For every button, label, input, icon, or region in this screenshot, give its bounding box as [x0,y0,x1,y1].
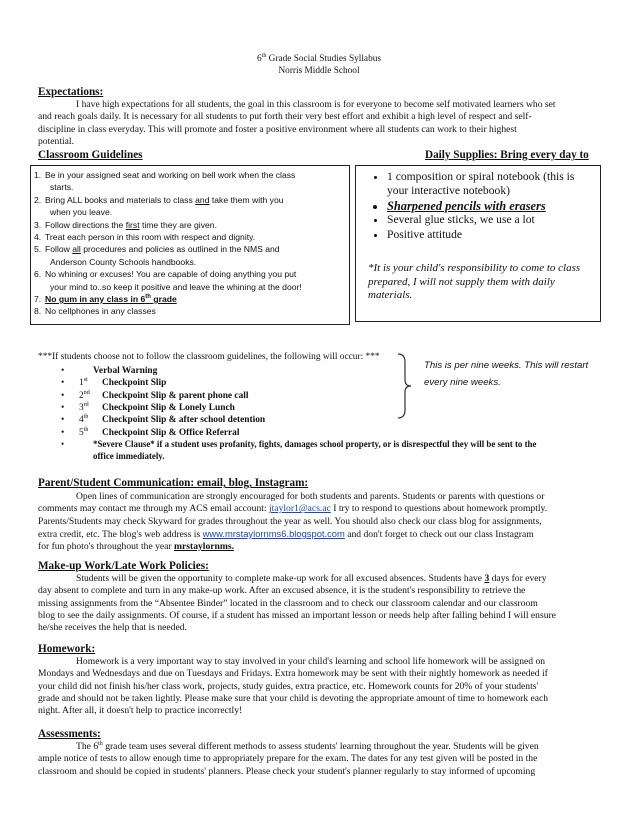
class-blog-link[interactable]: www.mrstaylornms6.blogspot.com [202,527,345,539]
guidelines-heading: Classroom Guidelines [38,149,143,161]
assessments-paragraph [38,741,613,778]
homework-paragraph [38,656,613,717]
severe-line: office immediately. [93,451,165,462]
rule-text: take them with you [209,194,284,205]
title-rest: Grade Social Studies Syllabus [266,54,381,64]
supply-item: • Positive attitude [387,228,591,242]
makeup-line: missing assignments from the “Absentee Binder” located in the classroom and to check our classroom calendar and our classroom [38,597,538,609]
consequence-ordinal [79,414,88,426]
consequence-ordinal [79,402,89,414]
homework-line: your child did not finish his/her class work, projects, study guides, extra practice, etc. Homework counts for 20% of your students' [38,680,539,692]
makeup-line: day absent to complete and turn in any make-up work. After an excused absence, it is the student's responsibility to retrieve the [38,585,526,597]
consequence-ordinal [79,390,90,402]
rule-continuation: when you leave. [50,207,113,218]
title-grade: 6 [257,54,262,64]
consequence-ordinal [79,377,88,389]
rule-number: 8. [34,306,42,317]
expectations-line: and reach goals daily. It is necessary for all students to put forth their very best effort and exhibit a high level of respect and self- [38,111,532,123]
homework-line: night. After all, it doesn't help to practice incorrectly! [38,705,243,717]
homework-line: Homework is a very important way to stay involved in your child's learning and school life homework will be assigned on [76,656,546,667]
supplies-heading: Daily Supplies: Bring every day to [425,149,589,161]
communication-line: Parents/Students may check Skyward for grades throughout the year as well. You should also check our class blog for assignments, [38,515,542,527]
rule-continuation: starts. [50,182,74,193]
consequence-number: 4 [79,415,84,426]
expectations-line: discipline in class everyday. This will promote and foster a positive environment where all students can work to their highest [38,123,517,135]
severe-clause: • *Severe Clause* if a student uses profanity, fights, damages school property, or is disrespectful they will be sent to the office immediately. [61,438,621,463]
bullet-icon: • [61,390,65,401]
rule-number: 3. [34,219,42,230]
assessments-heading: Assessments: [38,728,101,740]
homework-line: grade and should not be taken lightly. Please make sure that your child is devoting the appropriate amount of time to homework each [38,692,549,704]
rules-list [34,169,348,318]
rule-item [34,305,348,317]
bullet-icon: • [61,366,65,376]
communication-line: comments may contact me through my ACS email account: [38,503,269,515]
communication-paragraph [38,491,613,553]
consequence-sup: st [83,377,88,384]
supplies-note: *It is your child's responsibility to come to class prepared, I will not supply them with daily materials. [368,262,581,301]
consequence-number: 2 [79,390,84,401]
supply-item: • Sharpened pencils with erasers [387,199,591,213]
rule-number: 4. [34,232,42,243]
expectations-line: potential. [38,135,74,147]
consequence-sup: th [83,414,89,421]
consequence-item: Checkpoint Slip & after school detention [102,415,266,426]
consequence-item: Checkpoint Slip & Lonely Lunch [102,402,235,413]
rule-item [34,219,348,231]
consequence-sup: th [83,426,89,433]
rule-text: No whining or excuses! You are capable of doing anything you put [45,269,297,280]
rule-continuation: your mind to..so keep it positive and leave the whining at the door! [50,281,302,292]
rule-sup: th [145,294,151,301]
expectations-line: I have high expectations for all students, the goal in this classroom is for everyone to become self motivated learners who set [76,99,556,110]
assessments-line: ample notice of tests to allow enough time to appropriately prepare for the exam. The dates for any test given will be posted in the [38,753,538,765]
expectations-paragraph [38,99,608,148]
rule-number: 6. [34,269,42,280]
rule-text: grade [150,294,177,305]
rule-number: 2. [34,194,42,205]
rule-text: Bring ALL books and materials to class [45,194,196,205]
consequence-item: Verbal Warning [93,366,158,376]
severe-line: *Severe Clause* if a student uses profanity, fights, damages school property, or is disrespectful they will be sent to the [93,439,537,449]
communication-line: I try to respond to questions about homework promptly. [330,503,548,515]
consequence-sup: rd [83,401,89,408]
makeup-days: 3 [484,573,490,584]
communication-line: and don't forget to check out our class Instagram [344,528,534,540]
rule-item [34,169,348,194]
consequence-number: 1 [79,378,84,389]
instagram-handle: mrstaylornms. [174,541,234,553]
rule-emphasis: all [72,244,81,255]
makeup-paragraph [38,573,613,634]
makeup-line: days for every [489,573,547,584]
rule-emphasis: and [195,194,210,205]
rule-number: 7. [34,294,42,305]
rule-number: 5. [34,244,42,255]
consequences-intro: ***If students choose not to follow the classroom guidelines, the following will occur: *** [38,352,380,362]
consequence-number: 5 [79,427,84,438]
rule-item [34,293,348,305]
assessments-sup: th [98,740,103,747]
bullet-icon: • [61,427,65,438]
consequence-item: Checkpoint Slip & Office Referral [102,427,240,438]
expectations-heading: Expectations: [38,86,104,98]
assessments-line: classroom and should be copied in students' planners. Please check your student's planner regularly to stay informed of upcoming [38,765,536,777]
consequence-ordinal [79,427,88,439]
school-name: Norris Middle School [278,66,360,76]
restart-note-line: This is per nine weeks. This will restart [424,360,589,371]
consequence-item: Checkpoint Slip & parent phone call [102,390,249,401]
makeup-heading: Make-up Work/Late Work Policies: [38,560,209,572]
document-title [0,54,638,65]
rule-item [34,268,348,293]
communication-line: Open lines of communication are strongly encouraged for both students and parents. Students or parents with questions or [76,491,545,502]
makeup-line: blog to see the daily assignments. Of course, if a student has missed an important lesson or needs help after falling behind I will ensure [38,609,556,621]
teacher-email-link[interactable]: jtaylor1@acs.ac [269,503,331,515]
rule-text: Treat each person in this room with respect and dignity. [45,232,256,243]
brace-icon [396,352,414,420]
rule-text: procedures and policies as outlined in the NMS and [80,244,280,255]
rule-text: No cellphones in any classes [45,306,156,317]
title-sup: th [261,52,267,59]
makeup-line: he/she receives the help that is needed. [38,622,187,634]
rule-text: Follow [45,244,73,255]
homework-heading: Homework: [38,643,96,655]
consequence-sup: nd [83,389,90,396]
assessments-line: grade team uses several different methods to assess students' learning throughout the year. Students will be given [102,741,539,752]
communication-line: for fun photo's throughout the year [38,541,175,553]
bullet-icon: • [61,378,65,389]
restart-note [424,357,588,391]
communication-line: extra credit, etc. The blog's web address is [38,528,203,540]
communication-heading: Parent/Student Communication: email, blog, Instagram: [38,477,309,489]
bullet-icon: • [61,402,65,413]
rule-number: 1. [34,170,42,180]
rule-text: No gum in any class in 6 [45,294,146,305]
rule-item [34,243,348,268]
rule-continuation: Anderson County Schools handbooks. [50,256,197,267]
restart-note-line: every nine weeks. [424,377,501,388]
rule-item [34,231,348,243]
rule-emphasis: first [125,219,140,230]
assessments-line: The 6 [76,741,99,752]
supplies-list [369,170,591,242]
bullet-icon: • [61,415,65,426]
rule-text: time they are given. [139,219,217,230]
homework-line: Mondays and Wednesdays and due on Tuesdays and Fridays. Extra homework may be sent with their nightly homework as needed if [38,668,548,680]
consequence-number: 3 [79,402,84,413]
consequence-item: Checkpoint Slip [102,378,167,389]
supply-item: • 1 composition or spiral notebook (this is your interactive notebook) [387,170,591,199]
makeup-line: Students will be given the opportunity to complete make-up work for all excused absences. Students have [76,573,485,584]
rule-text: Be in your assigned seat and working on bell work when the class [45,170,296,180]
supply-item: • Several glue sticks, we use a lot [387,213,591,227]
rule-text: Follow directions the [45,219,126,230]
rule-item [34,194,348,219]
